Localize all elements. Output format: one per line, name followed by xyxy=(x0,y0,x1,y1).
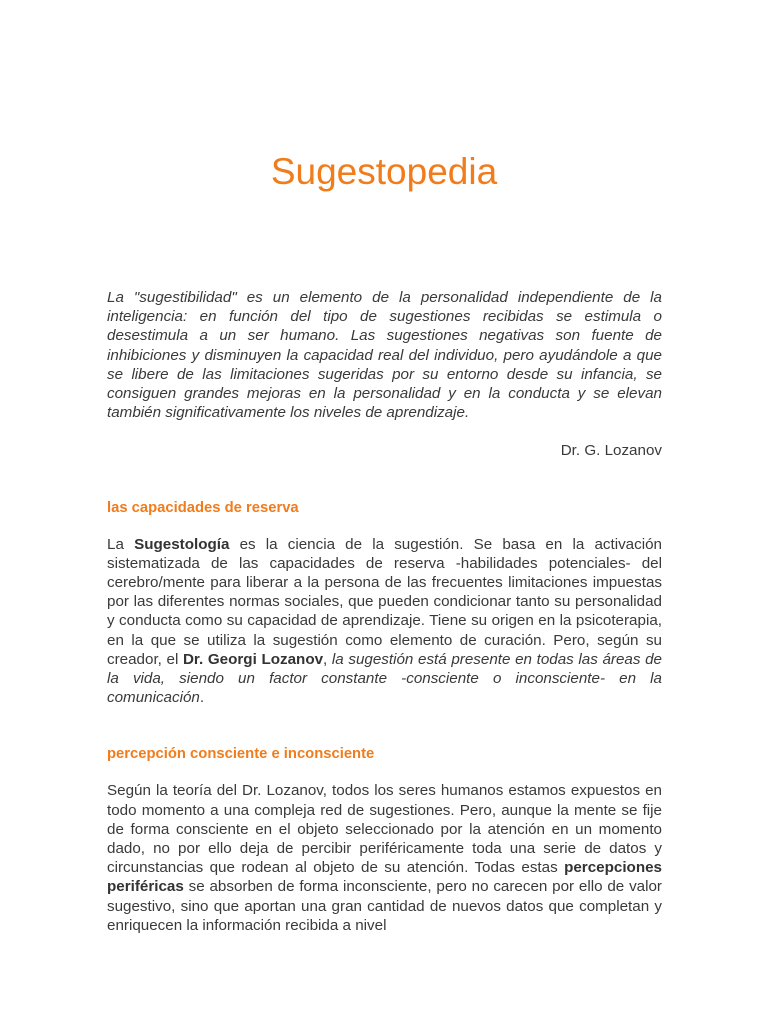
epigraph-quote: La "sugestibilidad" es un elemento de la personalidad independiente de la inteligencia: en función del tipo de sugestiones recibidas se estimula o desestimula a un ser humano. Las sugestiones negativas son fuente de inhibiciones y disminuyen la capacidad real del individuo, pero ayudándole a que se libere de las limitaciones sugeridas por su entorno desde su infancia, se consiguen grandes mejoras en la personalidad y en la conducta y se elevan también significativamente los niveles de aprendizaje. xyxy=(107,289,662,422)
quote-author: Dr. G. Lozanov xyxy=(560,442,662,460)
section-heading-reserva: las capacidades de reserva xyxy=(107,499,299,516)
bold-term-sugestologia: Sugestología xyxy=(134,535,230,553)
text-run: se absorben de forma inconsciente, pero no carecen por ello de valor sugestivo, sino que aportan una gran cantidad de nuevos datos que completan y enriquecen la información recibida a nivel xyxy=(107,878,662,934)
section-paragraph-percepcion xyxy=(107,781,662,935)
text-run: , xyxy=(323,650,332,668)
text-run: La xyxy=(107,535,135,553)
section-paragraph-reserva xyxy=(107,535,662,708)
document-title: Sugestopedia xyxy=(270,151,498,192)
section-heading-percepcion: percepción consciente e inconsciente xyxy=(107,746,375,763)
italic-statement: la sugestión está presente en todas las áreas de la vida, siendo un factor constante -consciente o inconsciente- en la comunicación xyxy=(107,650,662,707)
bold-name-lozanov: Dr. Georgi Lozanov xyxy=(182,650,324,668)
text-run: Según la teoría del Dr. Lozanov, todos los seres humanos estamos expuestos en todo momento a una compleja red de sugestiones. Pero, aunque la mente se fije de forma consciente en el objeto seleccionado por la atención en un momento dado, no por ello deja de percibir periféricamente toda una serie de datos y circunstancias que rodean al objeto de su atención. Todas estas xyxy=(107,782,662,877)
document-body xyxy=(107,288,662,935)
bold-term-percepciones: percepciones periféricas xyxy=(107,859,662,896)
text-run: . xyxy=(199,689,205,707)
text-run: es la ciencia de la sugestión. Se basa en la activación sistematizada de las capacidades de reserva -habilidades potenciales- del cerebro/mente para liberar a la persona de las frecuentes limitaciones impuestas por las diferentes normas sociales, que pueden condicionar tanto su personalidad y conducta como su capacidad de aprendizaje. Tiene su origen en la psicoterapia, en la que se utiliza la sugestión como elemento de curación. Pero, según su creador, el xyxy=(107,535,662,668)
